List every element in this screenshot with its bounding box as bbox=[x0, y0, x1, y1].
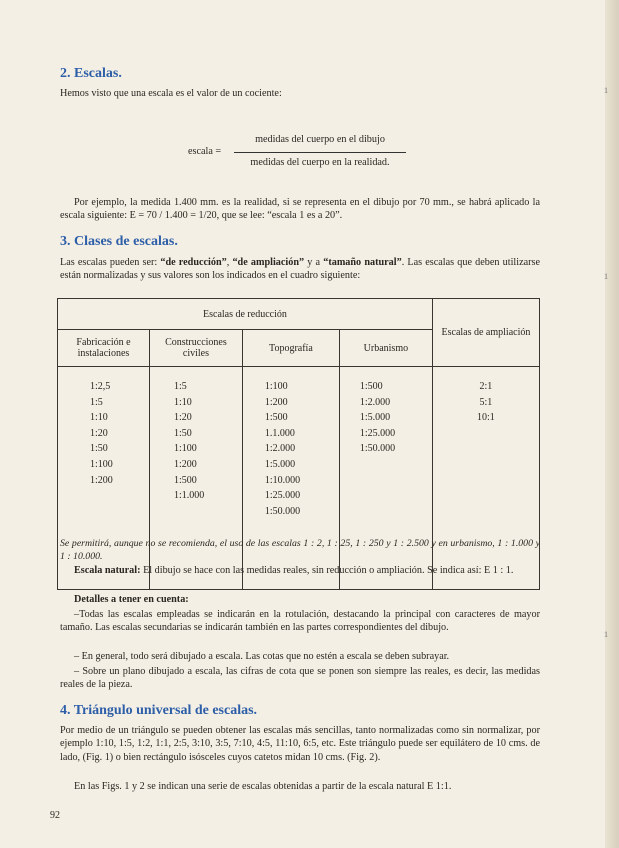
natural-scale-paragraph: Escala natural: El dibujo se hace con las medidas reales, sin reducción o ampliación. Se indica así: E 1 : 1. bbox=[74, 565, 514, 576]
section-4-para-2: En las Figs. 1 y 2 se indican una serie de escalas obtenidas a partir de la escala natural E 1:1. bbox=[74, 781, 452, 792]
scale-value: 1:10 bbox=[173, 396, 192, 408]
scale-value: 1:50.000 bbox=[359, 443, 396, 455]
section-2-title: 2. Escalas. bbox=[60, 66, 122, 81]
section-3-intro: Las escalas pueden ser: “de reducción”, “de ampliación” y a “tamaño natural”. Las escalas que deben utilizarse están normalizadas y sus valores son los indicados en el cuadro siguiente: bbox=[60, 257, 540, 282]
scale-value: 1:5 bbox=[173, 381, 187, 392]
page-edge bbox=[605, 0, 619, 848]
scale-value: 1:5 bbox=[90, 396, 103, 408]
scale-value: 1:25.000 bbox=[264, 490, 301, 502]
scale-value: 1:200 bbox=[264, 396, 288, 408]
scale-value: 1:50.000 bbox=[264, 505, 301, 517]
scale-value: 1:5.000 bbox=[359, 412, 391, 424]
margin-mark: 1 bbox=[604, 86, 608, 95]
permitted-scales-note: Se permitirá, aunque no se recomienda, el uso de las escalas 1 : 2, 1 : 25, 1 : 250 y 1 : 2.500 y en urbanismo, 1 : 1.000 y 1 : 10.000. bbox=[60, 538, 540, 562]
scale-value: 1.1.000 bbox=[264, 427, 295, 439]
scale-value: 1:50 bbox=[90, 443, 108, 455]
scale-value: 1:500 bbox=[264, 412, 288, 424]
scale-value: 1:5.000 bbox=[264, 458, 296, 470]
col-header-fabricacion: Fabricación e instalaciones bbox=[58, 330, 150, 367]
scale-value: 5:1 bbox=[479, 396, 493, 408]
formula-numerator: medidas del cuerpo en el dibujo bbox=[255, 134, 385, 145]
detail-3: – Sobre un plano dibujado a escala, las cifras de cota que se ponen son siempre las reales, es decir, las medidas reales de la pieza. bbox=[60, 666, 540, 691]
scale-value: 1:100 bbox=[173, 443, 197, 455]
formula-denominator: medidas del cuerpo en la realidad. bbox=[250, 157, 390, 168]
scale-value: 1:10.000 bbox=[264, 474, 301, 486]
margin-mark: 1 bbox=[604, 630, 608, 639]
margin-mark: 1 bbox=[604, 272, 608, 281]
fraction-line bbox=[234, 152, 406, 153]
scale-value: 1:2.000 bbox=[359, 396, 391, 408]
scale-value: 1:10 bbox=[90, 412, 108, 424]
section-4-para-1: Por medio de un triángulo se pueden obtener las escalas más sencillas, tanto normalizadas como sin normalizar, por ejemplo 1:10, 1:5, 1:2, 1:1, 2:5, 3:10, 3:5, 7:10, 4:5, 11:10, 6:5, etc. Este triángulo puede ser equilátero de 10 cms. de lado, (Fig. 1) o bien rectángulo isósceles cuyos catetos midan 10 cms. (Fig. 2). bbox=[60, 725, 540, 763]
scale-value: 10:1 bbox=[477, 412, 495, 424]
scale-value: 1:1.000 bbox=[173, 490, 205, 502]
section-2-example: Por ejemplo, la medida 1.400 mm. es la realidad, si se representa en el dibujo por 70 mm., se habrá aplicado la escala siguiente: E = 70 / 1.400 = 1/20, que se lee: “escala 1 es a 20”. bbox=[60, 197, 540, 222]
scale-value: 1:20 bbox=[90, 427, 108, 439]
page-number: 92 bbox=[50, 810, 60, 821]
section-2-intro: Hemos visto que una escala es el valor de un cociente: bbox=[60, 88, 282, 99]
scale-value: 1:25.000 bbox=[359, 427, 396, 439]
enlargement-header: Escalas de ampliación bbox=[432, 299, 539, 367]
formula-lhs: escala = bbox=[188, 146, 222, 157]
reduction-header: Escalas de reducción bbox=[58, 299, 433, 330]
scale-value: 1:50 bbox=[173, 427, 192, 439]
detail-2: – En general, todo será dibujado a escala. Las cotas que no estén a escala se deben subrayar. bbox=[74, 651, 450, 662]
scale-value: 1:20 bbox=[173, 412, 192, 424]
scale-value: 1:500 bbox=[359, 381, 383, 392]
col-header-construcciones: Construcciones civiles bbox=[149, 330, 242, 367]
scale-value: 1:200 bbox=[90, 474, 113, 486]
scale-value: 1:2,5 bbox=[90, 381, 111, 392]
col-header-urbanismo: Urbanismo bbox=[339, 330, 432, 367]
scale-value: 1:100 bbox=[90, 458, 113, 470]
scale-value: 2:1 bbox=[479, 381, 493, 392]
scale-value: 1:2.000 bbox=[264, 443, 296, 455]
section-3-title: 3. Clases de escalas. bbox=[60, 234, 178, 249]
scale-value: 1:100 bbox=[264, 381, 288, 392]
col-header-topografia: Topografía bbox=[242, 330, 339, 367]
detail-1: –Todas las escalas empleadas se indicarán en la rotulación, destacando la principal con caracteres de mayor tamaño. Las escalas secundarias se indicarán también en las partes correspondientes del dibujo. bbox=[60, 609, 540, 634]
scale-value: 1:200 bbox=[173, 458, 197, 470]
details-label: Detalles a tener en cuenta: bbox=[74, 594, 189, 605]
section-4-title: 4. Triángulo universal de escalas. bbox=[60, 703, 258, 718]
scale-value: 1:500 bbox=[173, 474, 197, 486]
